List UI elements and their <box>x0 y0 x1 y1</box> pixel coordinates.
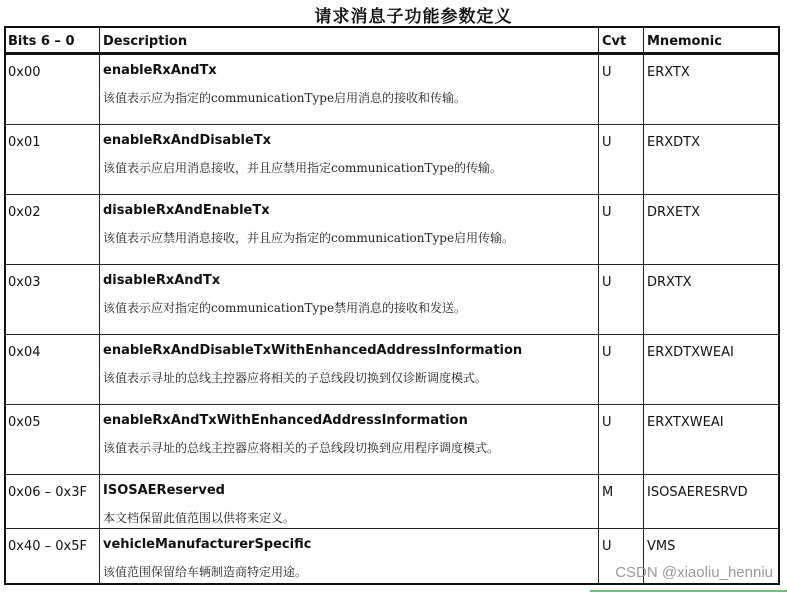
row-name: enableRxAndTx <box>103 63 217 78</box>
row-cvt: U <box>602 539 612 554</box>
row-description: 该值表示应对指定的communicationType禁用消息的接收和发送。 <box>103 301 467 315</box>
row-value: 0x05 <box>8 415 41 430</box>
row-description: 本文档保留此值范围以供将来定义。 <box>103 511 296 525</box>
row-value: 0x06 – 0x3F <box>8 485 87 500</box>
row-description: 该值表示寻址的总线主控器应将相关的子总线段切换到应用程序调度模式。 <box>103 441 500 455</box>
row-mnemonic: ERXTXWEAI <box>647 415 724 430</box>
row-name: vehicleManufacturerSpecific <box>103 537 312 552</box>
table-row <box>6 475 778 529</box>
table-row <box>6 335 778 405</box>
row-value: 0x02 <box>8 205 41 220</box>
decorative-line <box>590 590 787 592</box>
row-name: enableRxAndDisableTxWithEnhancedAddressInformation <box>103 343 523 358</box>
row-value: 0x01 <box>8 135 41 150</box>
row-value: 0x04 <box>8 345 41 360</box>
row-cvt: U <box>602 275 612 290</box>
table-row <box>6 55 778 125</box>
parameter-table <box>4 26 780 585</box>
row-cvt: U <box>602 65 612 80</box>
row-description: 该值范围保留给车辆制造商特定用途。 <box>103 565 308 579</box>
row-cvt: M <box>602 485 614 500</box>
row-mnemonic: VMS <box>647 539 676 554</box>
row-mnemonic: DRXTX <box>647 275 692 290</box>
table-row <box>6 125 778 195</box>
row-name: enableRxAndDisableTx <box>103 133 272 148</box>
row-value: 0x03 <box>8 275 41 290</box>
row-mnemonic: ERXTX <box>647 65 690 80</box>
row-cvt: U <box>602 415 612 430</box>
row-description: 该值表示应启用消息接收，并且应禁用指定communicationType的传输。 <box>103 161 503 175</box>
row-description: 该值表示寻址的总线主控器应将相关的子总线段切换到仅诊断调度模式。 <box>103 371 488 385</box>
header-bits: Bits 6 – 0 <box>8 34 75 49</box>
row-value: 0x00 <box>8 65 41 80</box>
row-cvt: U <box>602 135 612 150</box>
row-mnemonic: DRXETX <box>647 205 701 220</box>
table-header <box>6 28 778 55</box>
header-mnemonic: Mnemonic <box>647 34 722 49</box>
watermark: CSDN @xiaoliu_henniu <box>615 564 773 581</box>
table-row <box>6 265 778 335</box>
table-title: 请求消息子功能参数定义 <box>314 7 513 27</box>
row-cvt: U <box>602 345 612 360</box>
table-row <box>6 405 778 475</box>
row-name: disableRxAndEnableTx <box>103 203 270 218</box>
row-name: enableRxAndTxWithEnhancedAddressInformation <box>103 413 468 428</box>
header-cvt: Cvt <box>602 34 627 49</box>
row-description: 该值表示应为指定的communicationType启用消息的接收和传输。 <box>103 91 467 105</box>
row-mnemonic: ERXDTXWEAI <box>647 345 734 360</box>
row-cvt: U <box>602 205 612 220</box>
row-mnemonic: ISOSAERESRVD <box>647 485 748 500</box>
row-name: disableRxAndTx <box>103 273 221 288</box>
row-description: 该值表示应禁用消息接收，并且应为指定的communicationType启用传输。 <box>103 231 515 245</box>
table-row <box>6 195 778 265</box>
header-description: Description <box>103 34 188 49</box>
row-mnemonic: ERXDTX <box>647 135 701 150</box>
row-value: 0x40 – 0x5F <box>8 539 87 554</box>
row-name: ISOSAEReserved <box>103 483 225 498</box>
